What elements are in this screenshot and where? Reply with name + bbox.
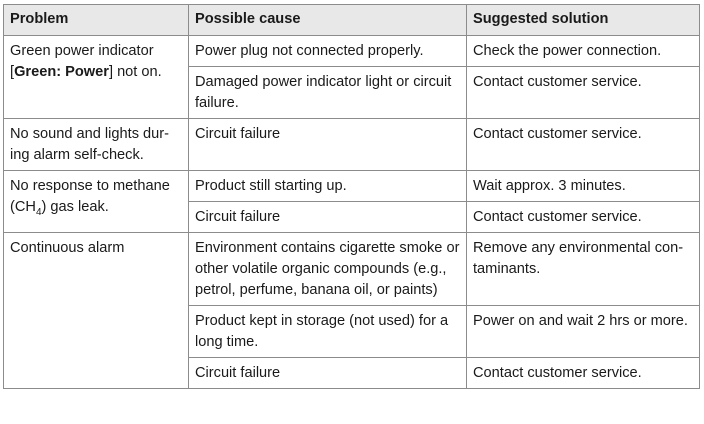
problem-text: No sound and lights dur- [10, 126, 170, 142]
problem-cell-self-check [4, 119, 189, 171]
solution-cell: Contact customer service. [467, 202, 700, 233]
cause-cell: Environment contains cigarette smoke or other volatile organic compounds (e.g., petrol, perfume, banana oil, or paints) [189, 233, 467, 306]
troubleshooting-table [3, 4, 700, 389]
solution-cell: Power on and wait 2 hrs or more. [467, 306, 700, 358]
header-suggested-solution: Suggested solution [467, 5, 700, 36]
solution-cell [467, 233, 700, 306]
header-problem: Problem [4, 5, 189, 36]
table-row [4, 233, 700, 306]
problem-cell-power-indicator [4, 36, 189, 119]
table-body [4, 36, 700, 389]
formula-close: ) gas leak. [41, 199, 109, 215]
solution-cell: Contact customer service. [467, 67, 700, 119]
solution-cell: Wait approx. 3 minutes. [467, 171, 700, 202]
bracket-open: [ [10, 64, 15, 80]
cause-cell: Product kept in storage (not used) for a long time. [189, 306, 467, 358]
indicator-label: Green: Power [14, 64, 109, 80]
table-row [4, 171, 700, 202]
cause-cell: Damaged power indicator light or circuit failure. [189, 67, 467, 119]
problem-text: Green power indicator [10, 43, 154, 59]
problem-text: No response to methane [10, 178, 170, 194]
table-row [4, 36, 700, 67]
cause-cell: Circuit failure [189, 119, 467, 171]
cause-cell: Circuit failure [189, 358, 467, 389]
table-header [4, 5, 700, 36]
problem-text: ing alarm self-check. [10, 147, 144, 163]
cause-cell: Circuit failure [189, 202, 467, 233]
solution-text: Remove any environmental con- [473, 240, 684, 256]
cause-cell: Power plug not connected properly. [189, 36, 467, 67]
bracket-close: ] [108, 64, 114, 80]
header-row [4, 5, 700, 36]
solution-text: taminants. [473, 261, 541, 277]
formula-open: (CH [10, 199, 36, 215]
problem-cell-methane [4, 171, 189, 233]
formula-subscript: 4 [35, 206, 42, 218]
header-possible-cause: Possible cause [189, 5, 467, 36]
solution-cell: Contact customer service. [467, 119, 700, 171]
solution-cell: Contact customer service. [467, 358, 700, 389]
problem-cell-continuous-alarm: Continuous alarm [4, 233, 189, 389]
cause-cell: Product still starting up. [189, 171, 467, 202]
problem-text-suffix: not on. [113, 64, 162, 80]
table-row [4, 119, 700, 171]
solution-cell: Check the power connection. [467, 36, 700, 67]
